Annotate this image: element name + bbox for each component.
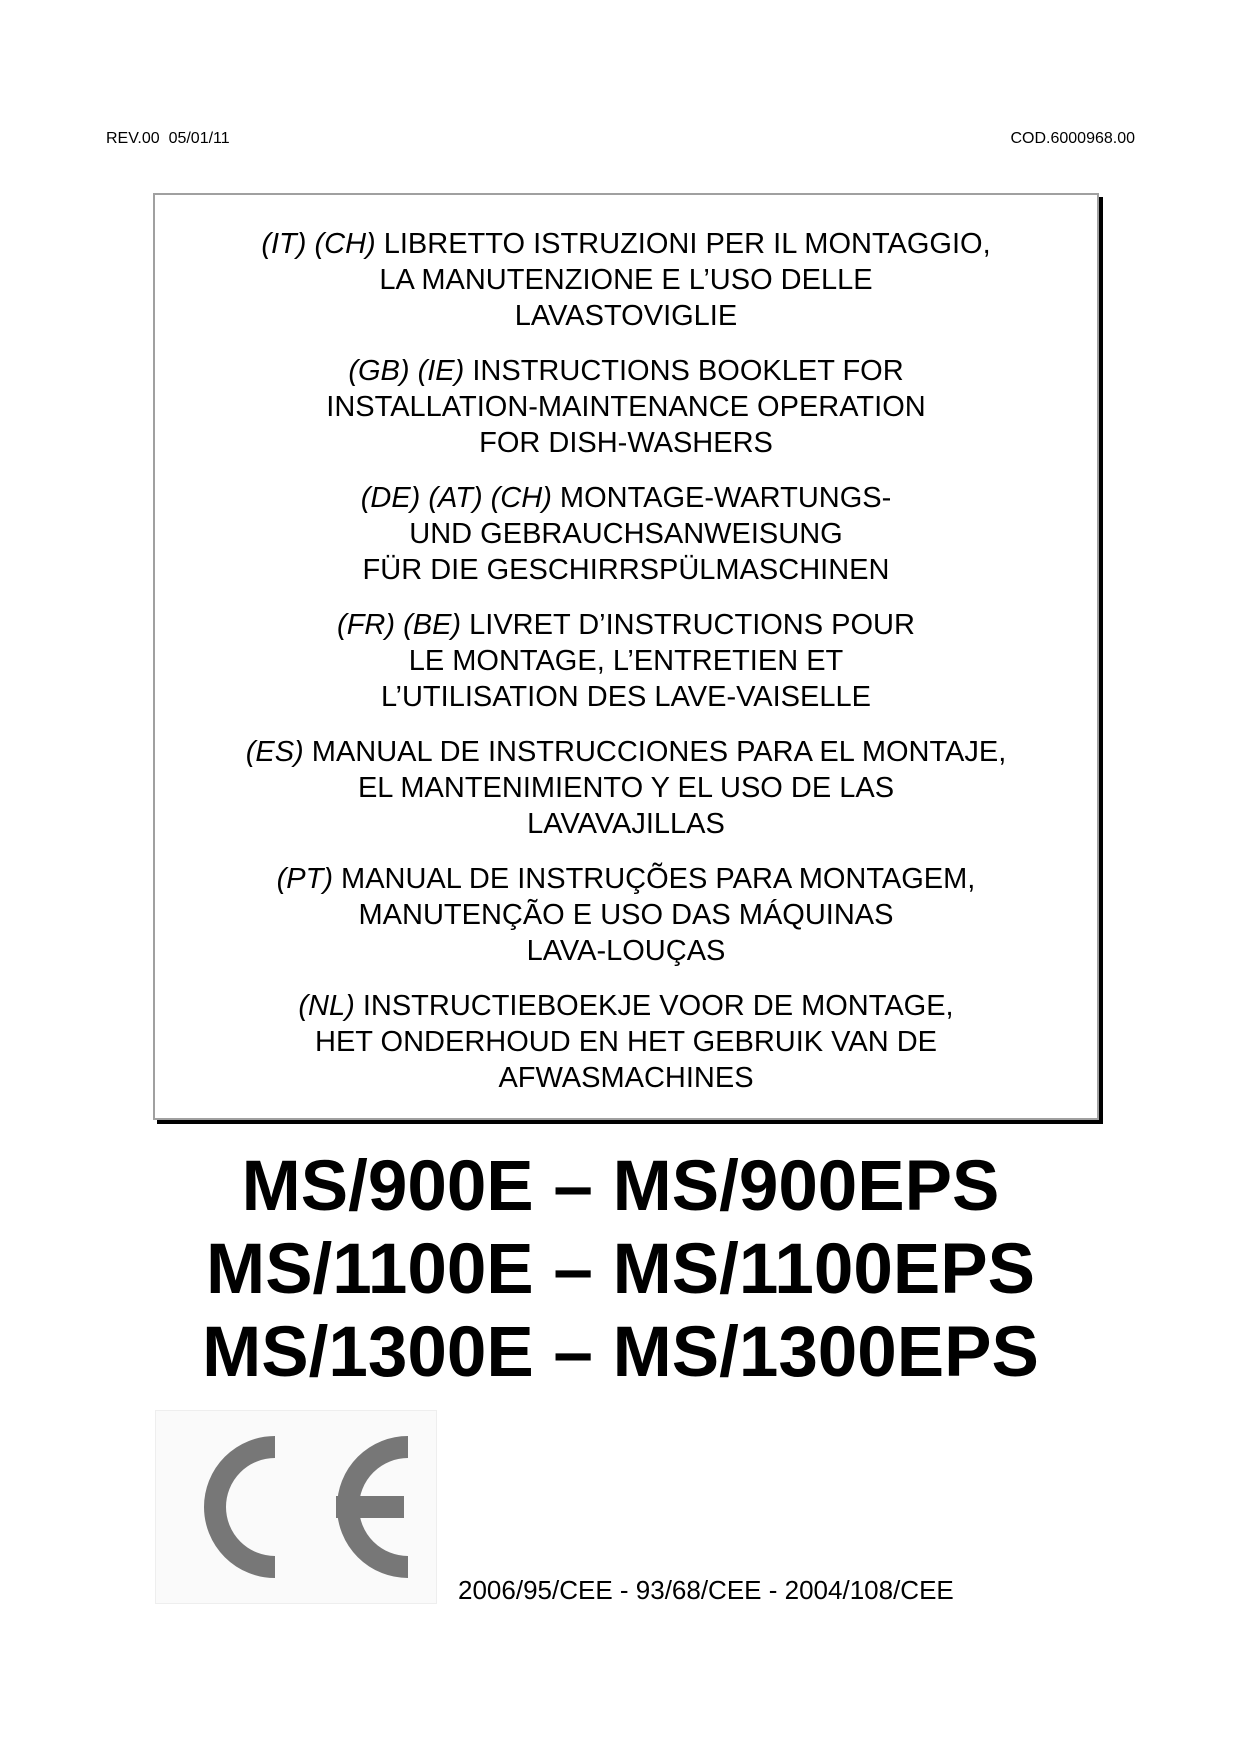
title-line: MANUAL DE INSTRUÇÕES PARA MONTAGEM, (341, 863, 976, 895)
lang-block-es (155, 734, 1097, 842)
title-line: LA MANUTENZIONE E L’USO DELLE (379, 264, 873, 296)
lang-block-gb (155, 353, 1097, 461)
title-line: INSTRUCTIEBOEKJE VOOR DE MONTAGE, (362, 990, 954, 1022)
title-line: FÜR DIE GESCHIRRSPÜLMASCHINEN (362, 554, 890, 586)
lang-codes: (NL) (298, 990, 355, 1022)
model-list (0, 1145, 1241, 1394)
title-line: MANUAL DE INSTRUCCIONES PARA EL MONTAJE, (311, 736, 1007, 768)
model-line: MS/1300E – MS/1300EPS (202, 1313, 1039, 1392)
lang-block-fr (155, 607, 1097, 715)
title-line: AFWASMACHINES (498, 1062, 754, 1094)
lang-codes: (ES) (245, 736, 304, 768)
title-line: MANUTENÇÃO E USO DAS MÁQUINAS (358, 899, 894, 931)
lang-block-pt (155, 861, 1097, 969)
title-line: LIBRETTO ISTRUZIONI PER IL MONTAGGIO, (383, 228, 991, 260)
title-line: UND GEBRAUCHSANWEISUNG (409, 518, 843, 550)
lang-block-it (155, 226, 1097, 334)
title-line: L’UTILISATION DES LAVE-VAISELLE (381, 681, 871, 713)
title-line: LAVASTOVIGLIE (514, 300, 738, 332)
ce-e-bar (336, 1496, 404, 1518)
ce-mark-graphic (156, 1411, 436, 1603)
language-title-box (153, 193, 1099, 1120)
document-code: COD.6000968.00 (1010, 130, 1135, 147)
title-line: LAVA-LOUÇAS (526, 935, 726, 967)
lang-block-nl (155, 988, 1097, 1096)
title-line: MONTAGE-WARTUNGS- (559, 482, 892, 514)
revision-label: REV.00 05/01/11 (106, 130, 230, 147)
lang-codes: (DE) (AT) (CH) (360, 482, 552, 514)
title-line: HET ONDERHOUD EN HET GEBRUIK VAN DE (315, 1026, 937, 1058)
directives-list: 2006/95/CEE - 93/68/CEE - 2004/108/CEE (458, 1575, 954, 1605)
title-line: LAVAVAJILLAS (527, 808, 725, 840)
model-line: MS/1100E – MS/1100EPS (206, 1230, 1035, 1309)
model-line: MS/900E – MS/900EPS (241, 1147, 1000, 1226)
lang-codes: (GB) (IE) (348, 355, 465, 387)
title-line: FOR DISH-WASHERS (479, 427, 773, 459)
title-line: EL MANTENIMIENTO Y EL USO DE LAS (357, 772, 895, 804)
lang-block-de (155, 480, 1097, 588)
lang-codes: (IT) (CH) (261, 228, 376, 260)
lang-codes: (FR) (BE) (337, 609, 462, 641)
title-line: LIVRET D’INSTRUCTIONS POUR (469, 609, 915, 641)
lang-codes: (PT) (276, 863, 333, 895)
title-line: LE MONTAGE, L’ENTRETIEN ET (408, 645, 844, 677)
ce-mark-icon (155, 1410, 437, 1604)
ce-c-stroke (215, 1447, 275, 1567)
title-line: INSTALLATION-MAINTENANCE OPERATION (326, 391, 926, 423)
title-line: INSTRUCTIONS BOOKLET FOR (472, 355, 904, 387)
